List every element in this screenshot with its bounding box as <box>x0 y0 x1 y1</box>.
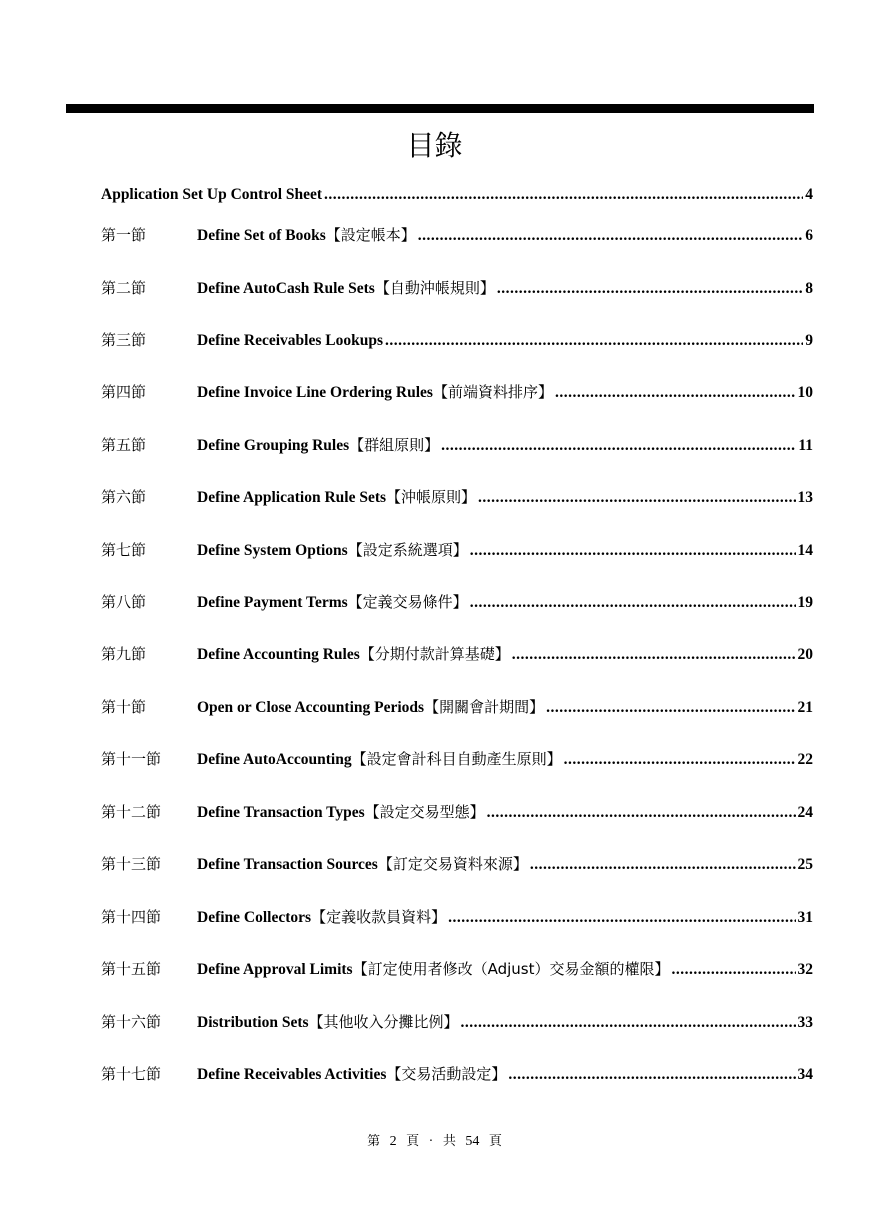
footer-label-ye: 頁 <box>406 1134 420 1149</box>
toc-entry-title: Open or Close Accounting Periods <box>197 699 425 716</box>
toc-page-number: 8 <box>805 280 813 297</box>
toc-entry-subtitle: 【自動沖帳規則】 <box>374 279 495 297</box>
toc-entry-subtitle: 【沖帳原則】 <box>386 488 477 506</box>
toc-dot-leader <box>418 225 804 247</box>
toc-entry-subtitle: 【設定會計科目自動產生原則】 <box>351 750 562 768</box>
footer-page-number: 2 <box>389 1134 397 1149</box>
toc-entry[interactable] <box>101 486 813 508</box>
page-footer <box>0 1133 869 1151</box>
toc-entry-subtitle: 【開關會計期間】 <box>424 698 545 716</box>
toc-page-number: 25 <box>797 856 813 873</box>
toc-dot-leader <box>385 330 803 352</box>
footer-separator: · <box>428 1134 434 1149</box>
toc-page-number: 31 <box>797 909 813 926</box>
toc-dot-leader <box>530 854 796 876</box>
toc-section-number: 第三節 <box>101 331 147 349</box>
toc-entry-subtitle: 【設定系統選項】 <box>347 541 468 559</box>
toc-dot-leader <box>564 749 796 771</box>
toc-entry[interactable] <box>101 853 813 875</box>
toc-dot-leader <box>512 644 796 666</box>
toc-page-number: 6 <box>805 227 813 244</box>
toc-entry-title: Define Transaction Sources <box>197 856 378 873</box>
toc-entry[interactable] <box>101 1011 813 1033</box>
toc-entry-subtitle: 【訂定使用者修改（Adjust）交易金額的權限】 <box>352 960 670 978</box>
toc-entry[interactable] <box>101 591 813 613</box>
toc-entry[interactable] <box>101 184 813 206</box>
toc-page-number: 22 <box>797 751 813 768</box>
toc-dot-leader <box>497 278 803 300</box>
toc-section-number: 第十節 <box>101 698 147 716</box>
toc-page-number: 24 <box>797 804 813 821</box>
toc-entry-title: Define Collectors <box>197 909 312 926</box>
toc-page-number: 14 <box>797 542 813 559</box>
toc-entry-subtitle: 【定義收款員資料】 <box>311 908 447 926</box>
toc-entry[interactable] <box>101 958 813 980</box>
toc-entry-subtitle: 【其他收入分攤比例】 <box>308 1013 459 1031</box>
toc-section-number: 第十六節 <box>101 1013 162 1031</box>
toc-entry-subtitle: 【設定交易型態】 <box>364 803 485 821</box>
toc-dot-leader <box>470 540 796 562</box>
toc-entry[interactable] <box>101 801 813 823</box>
toc-section-number: 第十三節 <box>101 855 162 873</box>
toc-dot-leader <box>441 435 796 457</box>
toc-entry-title: Define Invoice Line Ordering Rules <box>197 384 433 401</box>
toc-section-number: 第九節 <box>101 645 147 663</box>
toc-section-number: 第十七節 <box>101 1065 162 1083</box>
toc-entry[interactable] <box>101 539 813 561</box>
toc-dot-leader <box>508 1064 795 1086</box>
toc-dot-leader <box>324 184 803 206</box>
toc-dot-leader <box>546 697 795 719</box>
toc-entry-subtitle: 【分期付款計算基礎】 <box>359 645 510 663</box>
toc-entry-title: Define Receivables Activities <box>197 1066 387 1083</box>
toc-page-number: 21 <box>797 699 813 716</box>
toc-section-number: 第二節 <box>101 279 147 297</box>
toc-dot-leader <box>487 802 796 824</box>
toc-entry-title: Application Set Up Control Sheet <box>101 186 323 203</box>
toc-dot-leader <box>461 1012 796 1034</box>
toc-entry-subtitle: 【交易活動設定】 <box>386 1065 507 1083</box>
toc-page-number: 32 <box>797 961 813 978</box>
toc-entry[interactable] <box>101 696 813 718</box>
toc-section-number: 第一節 <box>101 226 147 244</box>
toc-entry-title: Define Transaction Types <box>197 804 365 821</box>
toc-page-number: 9 <box>805 332 813 349</box>
toc-entry-title: Define System Options <box>197 542 348 559</box>
toc-dot-leader <box>448 907 795 929</box>
toc-entry-title: Define Accounting Rules <box>197 646 360 663</box>
toc-entry[interactable] <box>101 381 813 403</box>
toc-section-number: 第四節 <box>101 383 147 401</box>
toc-entry-title: Define AutoCash Rule Sets <box>197 280 375 297</box>
toc-section-number: 第十二節 <box>101 803 162 821</box>
toc-entry-title: Distribution Sets <box>197 1014 309 1031</box>
toc-entry-subtitle: 【前端資料排序】 <box>432 383 553 401</box>
toc-entry-title: Define Payment Terms <box>197 594 348 611</box>
toc-entry[interactable] <box>101 329 813 351</box>
toc-page-number: 4 <box>805 186 813 203</box>
toc-dot-leader <box>470 592 796 614</box>
top-rule <box>66 104 814 113</box>
footer-label-ye-2: 頁 <box>488 1134 502 1149</box>
toc-page-number: 34 <box>797 1066 813 1083</box>
toc-page-number: 19 <box>797 594 813 611</box>
toc-dot-leader <box>672 959 796 981</box>
toc-entry[interactable] <box>101 643 813 665</box>
toc-entry[interactable] <box>101 1063 813 1085</box>
toc-entry-title: Define Grouping Rules <box>197 437 350 454</box>
footer-label-gong: 共 <box>442 1134 456 1149</box>
toc-section-number: 第十四節 <box>101 908 162 926</box>
toc-page-number: 20 <box>797 646 813 663</box>
toc-page-number: 11 <box>798 437 813 454</box>
toc-dot-leader <box>555 382 796 404</box>
toc-entry-title: Define Set of Books <box>197 227 326 244</box>
toc-section-number: 第七節 <box>101 541 147 559</box>
toc-entry-title: Define Approval Limits <box>197 961 353 978</box>
toc-entry-subtitle: 【定義交易條件】 <box>347 593 468 611</box>
toc-entry[interactable] <box>101 224 813 246</box>
toc-entry-title: Define AutoAccounting <box>197 751 352 768</box>
toc-page-number: 10 <box>797 384 813 401</box>
toc-entry-title: Define Receivables Lookups <box>197 332 383 349</box>
toc-entry-title: Define Application Rule Sets <box>197 489 387 506</box>
toc-section-number: 第八節 <box>101 593 147 611</box>
toc-section-number: 第五節 <box>101 436 147 454</box>
toc-page-number: 13 <box>797 489 813 506</box>
toc-entry-subtitle: 【群組原則】 <box>349 436 440 454</box>
toc-entry-subtitle: 【訂定交易資料來源】 <box>377 855 528 873</box>
toc-page-number: 33 <box>797 1014 813 1031</box>
footer-total-pages: 54 <box>465 1134 480 1149</box>
toc-section-number: 第十五節 <box>101 960 162 978</box>
toc-dot-leader <box>478 487 795 509</box>
footer-label-di: 第 <box>367 1134 381 1149</box>
toc-entry-subtitle: 【設定帳本】 <box>325 226 416 244</box>
toc-entry[interactable] <box>101 434 813 456</box>
toc-title: 目錄 <box>406 129 463 162</box>
toc-entry[interactable] <box>101 906 813 928</box>
toc-section-number: 第六節 <box>101 488 147 506</box>
toc-entry[interactable] <box>101 748 813 770</box>
toc-entry[interactable] <box>101 277 813 299</box>
toc-section-number: 第十一節 <box>101 750 162 768</box>
